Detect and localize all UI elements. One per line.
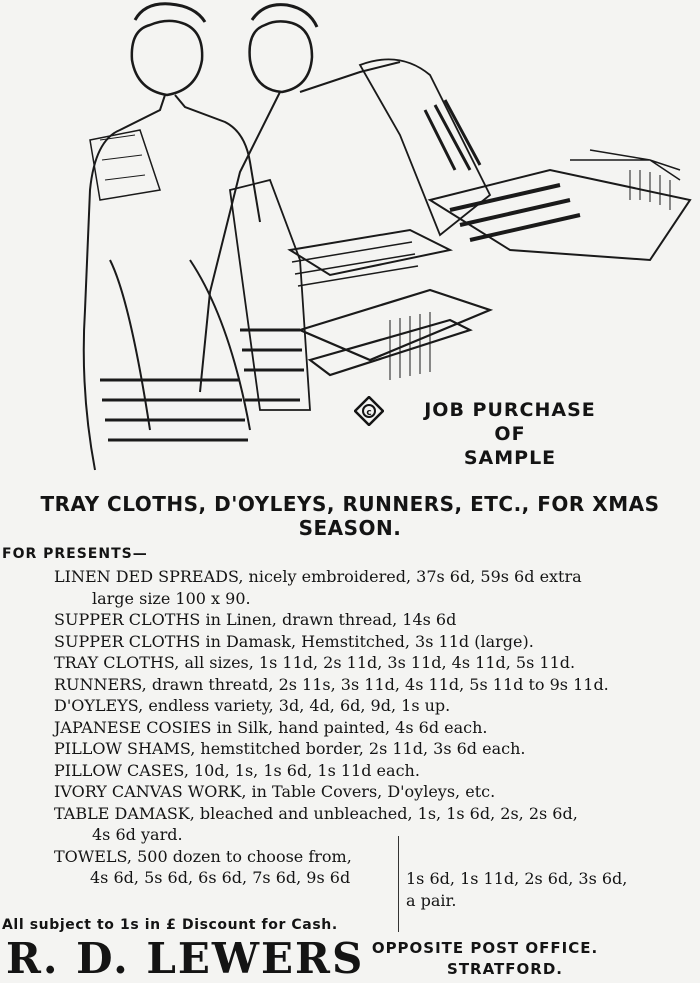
address-line-2: STRATFORD. (447, 960, 563, 978)
heading-line-2: OF (494, 423, 526, 445)
item-line: SUPPER CLOTHS in Damask, Hemstitched, 3s 11d (large). (54, 631, 534, 651)
list-item (0, 631, 700, 653)
list-item (0, 674, 700, 696)
title-line-1: TRAY CLOTHS, D'OYLEYS, RUNNERS, ETC., FOR XMAS (40, 492, 660, 516)
list-item (0, 760, 700, 782)
heading-line-1: JOB PURCHASE (424, 399, 596, 421)
item-line: SUPPER CLOTHS in Linen, drawn thread, 14s 6d (54, 610, 457, 629)
item-line-cont: large size 100 x 90. (92, 588, 251, 608)
list-item (0, 695, 700, 717)
item-line: TRAY CLOTHS, all sizes, 1s 11d, 2s 11d, 3s 11d, 4s 11d, 5s 11d. (54, 653, 576, 672)
item-line: IVORY CANVAS WORK, in Table Covers, D'oyleys, etc. (54, 782, 496, 801)
title-line-2: SEASON. (298, 516, 402, 540)
address-line-1: OPPOSITE POST OFFICE. (371, 939, 599, 957)
list-item (0, 717, 700, 739)
item-line: PILLOW SHAMS, hemstitched border, 2s 11d, 3s 6d each. (54, 739, 526, 758)
column-divider (398, 836, 399, 932)
item-line-cont: 4s 6d, 5s 6d, 6s 6d, 7s 6d, 9s 6d (90, 868, 351, 887)
list-item (0, 738, 700, 760)
item-line: D'OYLEYS, endless variety, 3d, 4d, 6d, 9d, 1s up. (54, 696, 451, 715)
copyright-diamond-icon (354, 396, 384, 426)
item-line: LINEN DED SPREADS, nicely embroidered, 37s 6d, 59s 6d extra (54, 567, 582, 586)
item-line-cont: 4s 6d yard. (92, 825, 183, 844)
list-item (0, 652, 700, 674)
item-line: TABLE DAMASK, bleached and unbleached, 1s, 1s 6d, 2s, 2s 6d, (54, 803, 578, 823)
towels-prices (406, 868, 627, 911)
list-item (0, 803, 700, 846)
price-list (0, 566, 700, 889)
merchant-address (355, 938, 615, 980)
item-line: JAPANESE COSIES in Silk, hand painted, 4s 6d each. (54, 717, 488, 737)
towels-line-1: 1s 6d, 1s 11d, 2s 6d, 3s 6d, (406, 869, 628, 888)
item-line: RUNNERS, drawn threatd, 2s 11s, 3s 11d, 4s 11d, 5s 11d to 9s 11d. (54, 674, 609, 694)
list-item (0, 566, 700, 609)
discount-terms: All subject to 1s in £ Discount for Cash. (2, 917, 338, 933)
merchant-name: R. D. LEWERS (6, 934, 365, 983)
list-item (0, 609, 700, 631)
list-item (0, 781, 700, 803)
item-line: TOWELS, 500 dozen to choose from, (54, 846, 352, 866)
presents-intro: FOR PRESENTS— (2, 546, 148, 562)
svg-text:c: c (366, 408, 372, 418)
item-line: PILLOW CASES, 10d, 1s, 1s 6d, 1s 11d each. (54, 760, 420, 780)
towels-line-2: a pair. (406, 890, 457, 910)
ad-title (0, 492, 700, 540)
job-purchase-heading (395, 398, 625, 470)
heading-line-3: SAMPLE (463, 447, 557, 469)
